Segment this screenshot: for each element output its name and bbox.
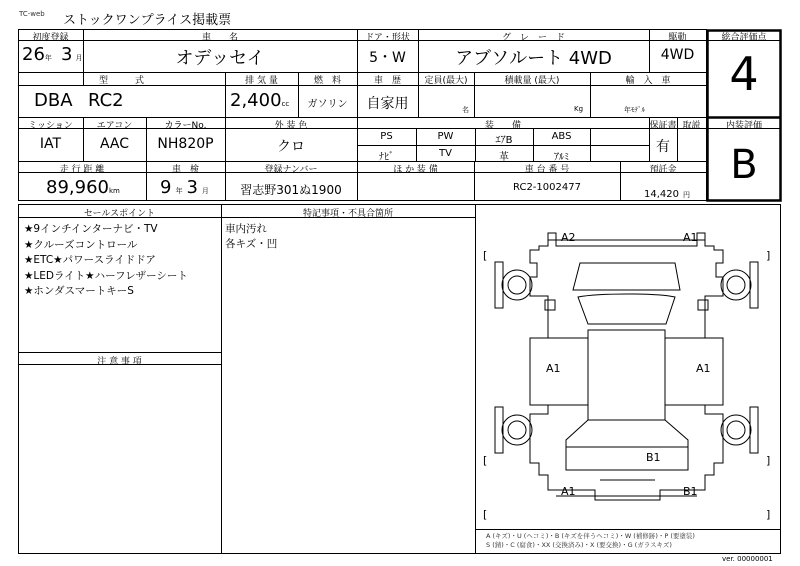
label-chassis: 車 台 番 号 [524,165,570,175]
load-unit: Kg [574,105,584,113]
label-drive: 駆動 [668,33,687,43]
displacement-value: 2,400cc [230,90,290,111]
version-label: ver. 00000001 [722,555,773,563]
label-sales-points: セールスポイント [83,209,156,219]
label-equipment: 装 備 [484,121,521,131]
damage-mark-left-side: A1 [546,362,561,375]
damage-mark-rear-left: A1 [561,485,576,498]
label-displacement: 排 気 量 [245,76,278,86]
sales-point-item: ★LEDライト★ハーフレザーシート [24,269,188,282]
note-item: 各キズ・凹 [225,238,278,250]
label-model: 型 式 [98,76,144,86]
label-import: 輸 入 車 [625,76,671,86]
equip-alloy: ｱﾙﾐ [554,152,569,163]
notes-list [225,222,277,252]
label-overall-score: 総合評価点 [721,33,767,43]
label-notes: 特記事項・不具合箇所 [302,209,393,219]
inspection-value: 9 年 3 月 [160,177,209,198]
bracket-right: ] [766,508,771,521]
label-history: 車 歴 [373,76,401,86]
car-name-value: オデッセイ [175,48,265,69]
plate-value: 習志野301ぬ1900 [240,183,342,197]
damage-mark-front-right: A1 [683,231,698,244]
doors-value: 5・W [369,50,406,66]
equip-abs: ABS [551,131,572,142]
label-aircon: エアコン [96,121,133,131]
exterior-value: クロ [277,139,305,155]
grade-value: アブソルート 4WD [455,48,612,69]
label-car-name: 車 名 [201,33,238,43]
sales-point-item: ★ホンダスマートキーS [24,285,134,297]
label-other-equipment: ほ か 装 備 [393,165,438,175]
sales-point-item: ★9インチインターナビ・TV [24,223,158,235]
interior-score-value: B [730,142,758,188]
equip-airbag: ｴｱB [495,135,513,146]
damage-legend: A (キズ)・U (ヘコミ)・B (キズを伴うヘコミ)・W (補修跡)・P (要塗装) S (錆)・C (腐食)・XX (交換済み)・X (要交換)・G (ガラスキズ) [486,532,695,549]
label-color-no: カラーNo. [164,121,207,131]
sales-point-item: ★クルーズコントロール [24,238,138,251]
label-exterior: 外 装 色 [274,121,308,131]
label-load: 積載量 (最大) [504,76,560,86]
overall-score-value: 4 [729,47,759,101]
equip-leather: 革 [499,152,509,163]
company-logo: TC-web [19,10,45,18]
model-value: RC2 [88,90,124,111]
label-deposit: 預託金 [649,165,677,175]
label-manual: 取説 [682,121,701,131]
deposit-value: 14,420 円 [644,189,690,200]
chassis-value: RC2-1002477 [513,182,581,193]
sales-point-item: ★ETC★パワースライドドア [24,254,156,266]
bracket-left: [ [483,249,488,262]
label-capacity: 定員(最大) [424,76,468,86]
bracket-right: ] [766,249,771,262]
label-grade: グ レ ー ド [501,33,565,43]
label-warranty: 保証書 [649,121,677,131]
bracket-right: ] [766,454,771,467]
damage-mark-rear-upper: B1 [646,451,661,464]
import-note: 年ﾓﾃﾞﾙ [624,106,645,114]
warranty-value: 有 [656,139,670,155]
page-title: ストックワンプライス掲載票 [63,13,232,28]
equip-ps: PS [380,131,393,142]
drive-value: 4WD [660,47,695,63]
model-prefix-value: DBA [34,90,73,111]
mileage-value: 89,960km [46,177,120,198]
label-doors: ドア・形状 [365,33,410,43]
label-mileage: 走 行 距 離 [59,165,105,175]
mission-value: IAT [39,136,62,152]
note-item: 車内汚れ [225,223,267,235]
equip-pw: PW [437,131,454,142]
label-first-reg: 初度登録 [32,33,69,43]
label-interior-score: 内装評価 [725,121,762,131]
label-cautions: 注 意 事 項 [97,357,142,367]
bracket-left: [ [483,508,488,521]
equip-navi: ﾅﾋﾞ [379,152,394,163]
equip-tv: TV [439,148,452,159]
damage-mark-right-side: A1 [696,362,711,375]
damage-mark-rear-right: B1 [683,485,698,498]
car-diagram [495,233,758,500]
label-inspection: 車 検 [171,165,199,175]
first-reg-value: 26年 3 月 [22,44,83,65]
color-no-value: NH820P [157,136,214,152]
capacity-unit: 名 [462,106,469,114]
fuel-value: ガソリン [307,99,348,110]
label-plate: 登録ナンバー [264,165,318,175]
aircon-value: AAC [99,136,130,152]
history-value: 自家用 [366,96,409,112]
bracket-left: [ [483,454,488,467]
damage-mark-front: A2 [561,231,576,244]
label-mission: ミッション [28,121,73,131]
sales-points-list [24,222,188,300]
label-fuel: 燃 料 [313,76,341,86]
